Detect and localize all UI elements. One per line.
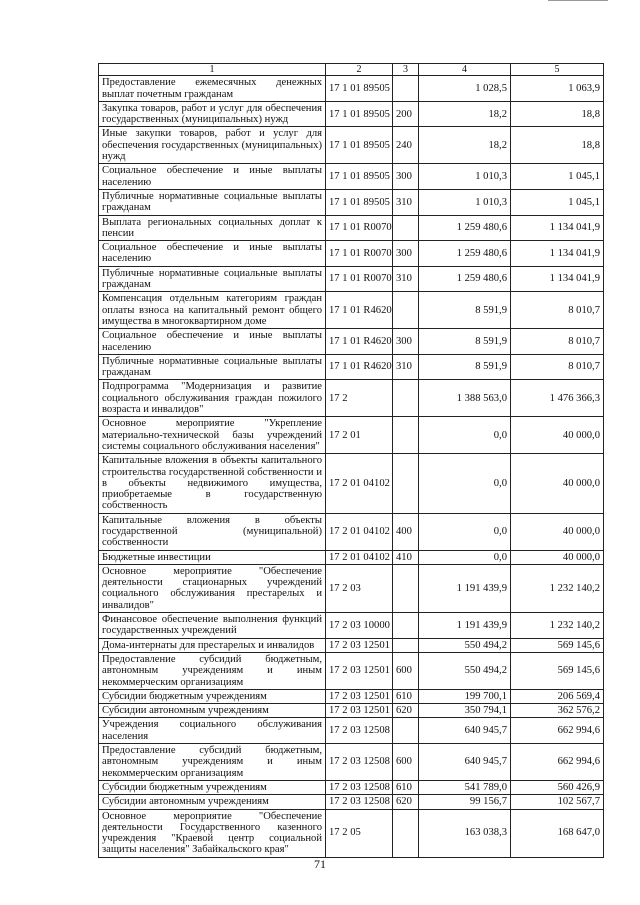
row-code-cell: 17 2 01 04102 — [326, 550, 393, 564]
table-row — [99, 189, 604, 215]
row-code-cell: 17 2 03 — [326, 564, 393, 612]
row-amount-year2-cell: 1 045,1 — [511, 189, 604, 215]
row-code-cell: 17 1 01 R4620 — [326, 354, 393, 380]
row-code-cell: 17 2 01 04102 — [326, 454, 393, 513]
row-name-cell: Социальное обеспечение и иные выплаты населению — [99, 329, 326, 355]
row-amount-year2-cell: 40 000,0 — [511, 513, 604, 550]
table-row — [99, 329, 604, 355]
row-amount-year2-cell: 18,8 — [511, 101, 604, 127]
row-name-cell: Публичные нормативные социальные выплаты гражданам — [99, 266, 326, 292]
row-amount-year1-cell: 8 591,9 — [419, 329, 511, 355]
row-name-cell: Публичные нормативные социальные выплаты гражданам — [99, 354, 326, 380]
row-amount-year2-cell: 662 994,6 — [511, 718, 604, 744]
header-cell-1: 1 — [99, 64, 326, 76]
row-amount-year1-cell: 0,0 — [419, 550, 511, 564]
row-amount-year2-cell: 102 567,7 — [511, 795, 604, 809]
table-row — [99, 127, 604, 164]
row-expense-type-cell — [393, 638, 419, 652]
row-code-cell: 17 2 03 12508 — [326, 780, 393, 794]
table-row — [99, 795, 604, 809]
row-code-cell: 17 2 03 12508 — [326, 795, 393, 809]
row-name-cell: Предоставление субсидий бюджетным, автономным учреждениям и иным некоммерческим организациям — [99, 744, 326, 781]
table-row — [99, 380, 604, 417]
row-amount-year2-cell: 569 145,6 — [511, 638, 604, 652]
row-expense-type-cell — [393, 454, 419, 513]
row-expense-type-cell — [393, 564, 419, 612]
row-expense-type-cell: 610 — [393, 780, 419, 794]
row-code-cell: 17 1 01 89505 — [326, 101, 393, 127]
row-amount-year2-cell: 1 134 041,9 — [511, 241, 604, 267]
header-cell-2: 2 — [326, 64, 393, 76]
table-row — [99, 652, 604, 689]
row-amount-year1-cell: 550 494,2 — [419, 638, 511, 652]
table-row — [99, 417, 604, 454]
row-amount-year1-cell: 163 038,3 — [419, 809, 511, 857]
row-name-cell: Предоставление субсидий бюджетным, автономным учреждениям и иным некоммерческим организациям — [99, 652, 326, 689]
row-name-cell: Бюджетные инвестиции — [99, 550, 326, 564]
row-amount-year1-cell: 541 789,0 — [419, 780, 511, 794]
row-name-cell: Подпрограмма "Модернизация и развитие социального обслуживания граждан пожилого возраста и инвалидов" — [99, 380, 326, 417]
table-row — [99, 241, 604, 267]
row-amount-year1-cell: 1 191 439,9 — [419, 613, 511, 639]
row-name-cell: Субсидии бюджетным учреждениям — [99, 780, 326, 794]
table-row — [99, 613, 604, 639]
row-code-cell: 17 2 01 04102 — [326, 513, 393, 550]
row-name-cell: Субсидии бюджетным учреждениям — [99, 689, 326, 703]
row-expense-type-cell: 310 — [393, 266, 419, 292]
row-expense-type-cell: 300 — [393, 329, 419, 355]
row-expense-type-cell: 300 — [393, 241, 419, 267]
row-expense-type-cell — [393, 613, 419, 639]
row-amount-year2-cell: 18,8 — [511, 127, 604, 164]
row-amount-year2-cell: 40 000,0 — [511, 417, 604, 454]
row-code-cell: 17 2 03 12508 — [326, 718, 393, 744]
row-expense-type-cell: 610 — [393, 689, 419, 703]
row-amount-year1-cell: 0,0 — [419, 417, 511, 454]
row-name-cell: Иные закупки товаров, работ и услуг для обеспечения государственных (муниципальных) нужд — [99, 127, 326, 164]
row-expense-type-cell — [393, 718, 419, 744]
row-expense-type-cell: 300 — [393, 164, 419, 190]
row-code-cell: 17 2 05 — [326, 809, 393, 857]
budget-table — [98, 63, 604, 858]
row-name-cell: Предоставление ежемесячных денежных выплат почетным гражданам — [99, 76, 326, 102]
row-amount-year2-cell: 40 000,0 — [511, 454, 604, 513]
row-code-cell: 17 1 01 R4620 — [326, 329, 393, 355]
row-expense-type-cell: 620 — [393, 704, 419, 718]
table-header-row — [99, 64, 604, 76]
row-code-cell: 17 1 01 R0070 — [326, 241, 393, 267]
row-name-cell: Финансовое обеспечение выполнения функций государственных учреждений — [99, 613, 326, 639]
row-amount-year2-cell: 1 063,9 — [511, 76, 604, 102]
row-expense-type-cell — [393, 292, 419, 329]
row-amount-year1-cell: 1 259 480,6 — [419, 241, 511, 267]
row-name-cell: Закупка товаров, работ и услуг для обеспечения государственных (муниципальных) нужд — [99, 101, 326, 127]
table-row — [99, 564, 604, 612]
row-amount-year1-cell: 550 494,2 — [419, 652, 511, 689]
table-row — [99, 454, 604, 513]
row-name-cell: Основное мероприятие "Обеспечение деятельности Государственного казенного учреждения "Краевой центр социальной защиты населения" Забайкальского края" — [99, 809, 326, 857]
row-code-cell: 17 2 03 12501 — [326, 704, 393, 718]
row-amount-year2-cell: 1 232 140,2 — [511, 613, 604, 639]
row-code-cell: 17 2 03 10000 — [326, 613, 393, 639]
row-amount-year2-cell: 362 576,2 — [511, 704, 604, 718]
row-amount-year2-cell: 1 476 366,3 — [511, 380, 604, 417]
table-row — [99, 744, 604, 781]
row-amount-year2-cell: 1 045,1 — [511, 164, 604, 190]
row-amount-year1-cell: 640 945,7 — [419, 718, 511, 744]
row-amount-year2-cell: 40 000,0 — [511, 550, 604, 564]
row-expense-type-cell: 310 — [393, 189, 419, 215]
row-amount-year2-cell: 560 426,9 — [511, 780, 604, 794]
row-amount-year1-cell: 1 259 480,6 — [419, 215, 511, 241]
row-amount-year1-cell: 0,0 — [419, 513, 511, 550]
row-code-cell: 17 1 01 R4620 — [326, 292, 393, 329]
header-cell-5: 5 — [511, 64, 604, 76]
row-amount-year2-cell: 8 010,7 — [511, 292, 604, 329]
row-amount-year1-cell: 1 010,3 — [419, 164, 511, 190]
row-code-cell: 17 2 01 — [326, 417, 393, 454]
row-expense-type-cell: 600 — [393, 652, 419, 689]
row-code-cell: 17 1 01 89505 — [326, 189, 393, 215]
row-amount-year2-cell: 569 145,6 — [511, 652, 604, 689]
row-amount-year1-cell: 0,0 — [419, 454, 511, 513]
row-amount-year1-cell: 99 156,7 — [419, 795, 511, 809]
table-row — [99, 809, 604, 857]
table-row — [99, 266, 604, 292]
row-name-cell: Социальное обеспечение и иные выплаты населению — [99, 241, 326, 267]
table-row — [99, 689, 604, 703]
row-amount-year1-cell: 199 700,1 — [419, 689, 511, 703]
row-amount-year1-cell: 8 591,9 — [419, 292, 511, 329]
page-number: 71 — [314, 857, 326, 871]
table-row — [99, 101, 604, 127]
row-amount-year2-cell: 1 232 140,2 — [511, 564, 604, 612]
row-amount-year1-cell: 1 028,5 — [419, 76, 511, 102]
row-amount-year2-cell: 8 010,7 — [511, 329, 604, 355]
row-code-cell: 17 1 01 89505 — [326, 76, 393, 102]
row-amount-year2-cell: 662 994,6 — [511, 744, 604, 781]
table-row — [99, 215, 604, 241]
row-name-cell: Основное мероприятие "Укрепление материально-технической базы учреждений системы социального обслуживания населения" — [99, 417, 326, 454]
table-row — [99, 780, 604, 794]
row-expense-type-cell — [393, 380, 419, 417]
row-amount-year2-cell: 206 569,4 — [511, 689, 604, 703]
row-name-cell: Дома-интернаты для престарелых и инвалидов — [99, 638, 326, 652]
row-amount-year1-cell: 1 259 480,6 — [419, 266, 511, 292]
row-expense-type-cell: 310 — [393, 354, 419, 380]
row-amount-year1-cell: 640 945,7 — [419, 744, 511, 781]
row-name-cell: Основное мероприятие "Обеспечение деятельности стационарных учреждений социального обслуживания престарелых и инвалидов" — [99, 564, 326, 612]
row-name-cell: Социальное обеспечение и иные выплаты населению — [99, 164, 326, 190]
row-code-cell: 17 1 01 89505 — [326, 127, 393, 164]
header-cell-3: 3 — [393, 64, 419, 76]
row-code-cell: 17 2 03 12508 — [326, 744, 393, 781]
row-expense-type-cell — [393, 417, 419, 454]
row-expense-type-cell — [393, 809, 419, 857]
row-code-cell: 17 1 01 R0070 — [326, 215, 393, 241]
row-code-cell: 17 2 — [326, 380, 393, 417]
row-name-cell: Капитальные вложения в объекты капитального строительства государственной собственности и в объекты недвижимого имущества, приобретаемые в государственную собственность — [99, 454, 326, 513]
table-row — [99, 638, 604, 652]
scan-edge-mark — [548, 0, 608, 1]
row-name-cell: Выплата региональных социальных доплат к пенсии — [99, 215, 326, 241]
row-name-cell: Компенсация отдельным категориям граждан оплаты взноса на капитальный ремонт общего имущества в многоквартирном доме — [99, 292, 326, 329]
row-amount-year1-cell: 1 388 563,0 — [419, 380, 511, 417]
table-row — [99, 550, 604, 564]
row-amount-year2-cell: 1 134 041,9 — [511, 266, 604, 292]
row-amount-year2-cell: 1 134 041,9 — [511, 215, 604, 241]
row-amount-year2-cell: 8 010,7 — [511, 354, 604, 380]
row-name-cell: Субсидии автономным учреждениям — [99, 704, 326, 718]
row-amount-year1-cell: 8 591,9 — [419, 354, 511, 380]
row-name-cell: Учреждения социального обслуживания населения — [99, 718, 326, 744]
table-row — [99, 718, 604, 744]
row-amount-year1-cell: 1 010,3 — [419, 189, 511, 215]
row-expense-type-cell: 240 — [393, 127, 419, 164]
row-code-cell: 17 1 01 89505 — [326, 164, 393, 190]
row-expense-type-cell: 600 — [393, 744, 419, 781]
table-row — [99, 704, 604, 718]
row-name-cell: Субсидии автономным учреждениям — [99, 795, 326, 809]
row-code-cell: 17 1 01 R0070 — [326, 266, 393, 292]
row-amount-year1-cell: 18,2 — [419, 127, 511, 164]
row-code-cell: 17 2 03 12501 — [326, 638, 393, 652]
header-cell-4: 4 — [419, 64, 511, 76]
table-body — [99, 76, 604, 857]
row-code-cell: 17 2 03 12501 — [326, 689, 393, 703]
table-row — [99, 513, 604, 550]
row-name-cell: Публичные нормативные социальные выплаты гражданам — [99, 189, 326, 215]
row-code-cell: 17 2 03 12501 — [326, 652, 393, 689]
row-expense-type-cell: 620 — [393, 795, 419, 809]
row-expense-type-cell — [393, 76, 419, 102]
row-amount-year1-cell: 350 794,1 — [419, 704, 511, 718]
row-expense-type-cell: 410 — [393, 550, 419, 564]
table-row — [99, 76, 604, 102]
row-expense-type-cell: 200 — [393, 101, 419, 127]
row-name-cell: Капитальные вложения в объекты государственной (муниципальной) собственности — [99, 513, 326, 550]
table-row — [99, 292, 604, 329]
row-expense-type-cell: 400 — [393, 513, 419, 550]
table-row — [99, 354, 604, 380]
row-amount-year1-cell: 1 191 439,9 — [419, 564, 511, 612]
row-expense-type-cell — [393, 215, 419, 241]
table-row — [99, 164, 604, 190]
row-amount-year1-cell: 18,2 — [419, 101, 511, 127]
row-amount-year2-cell: 168 647,0 — [511, 809, 604, 857]
